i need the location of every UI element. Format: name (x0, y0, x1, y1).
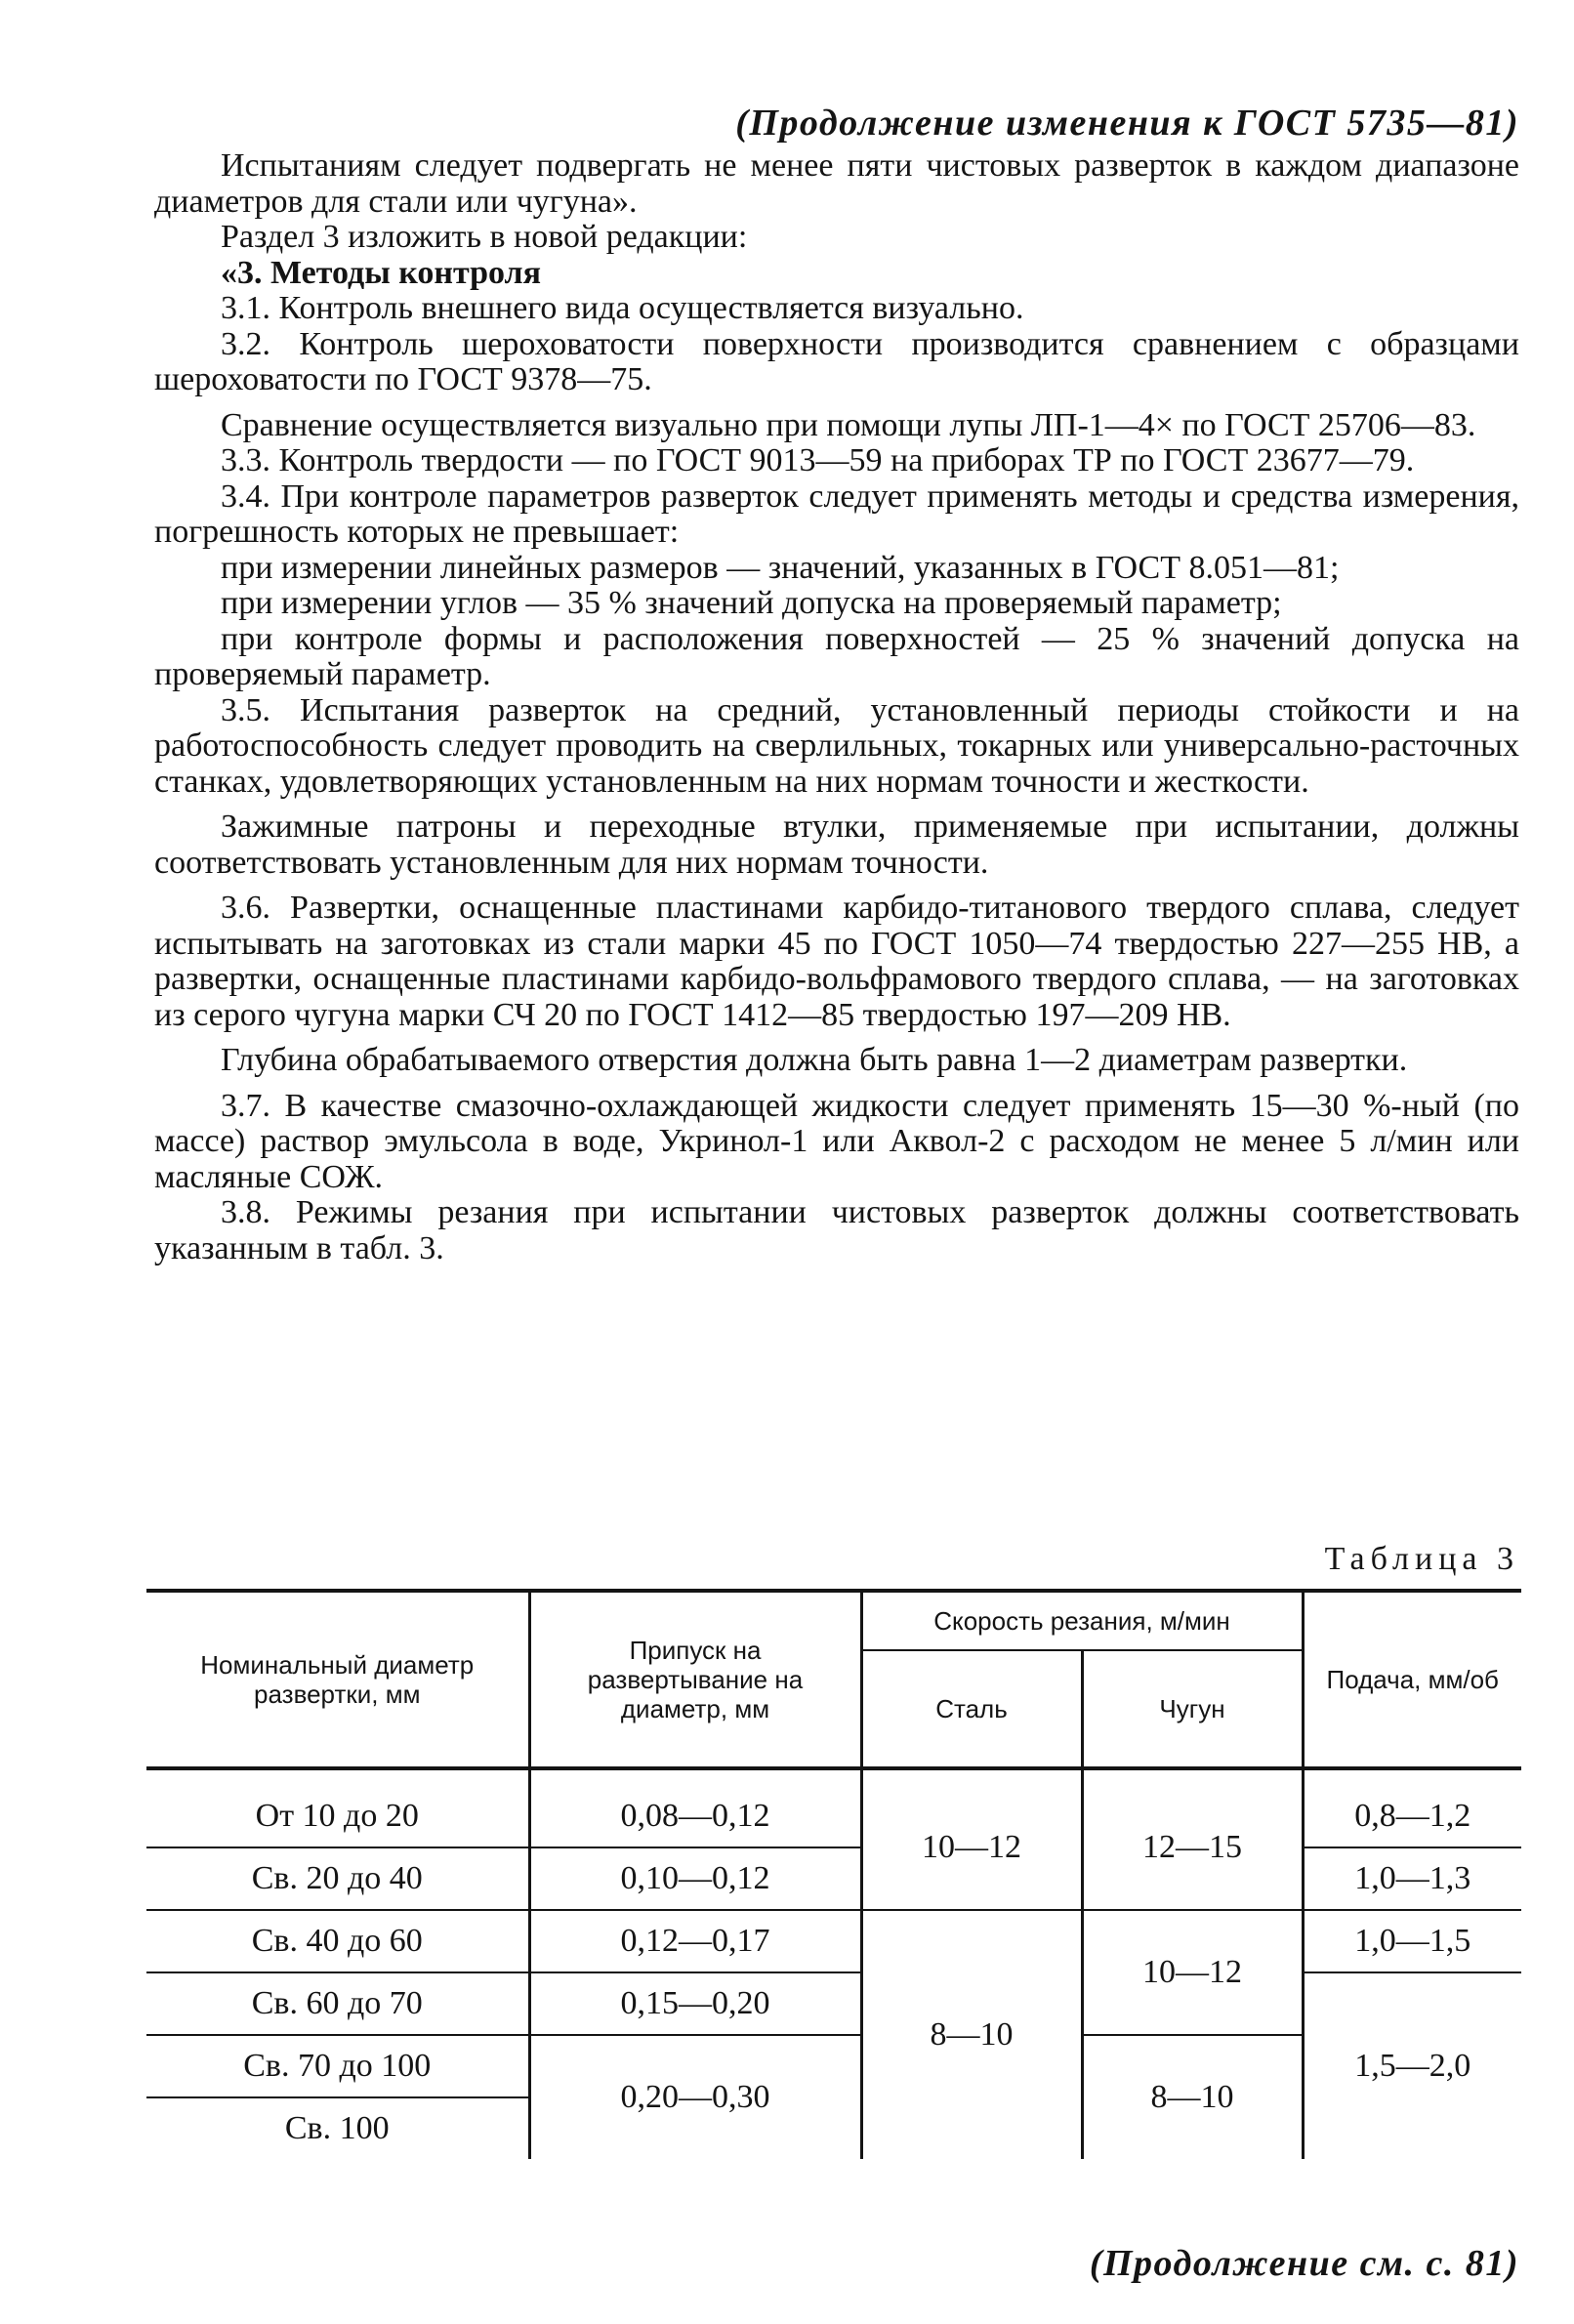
paragraph: Глубина обрабатываемого отверстия должна быть равна 1—2 диаметрам развертки. (221, 1042, 1408, 1078)
feed-cell: 1,0—1,5 (1303, 1910, 1521, 1972)
feed-cell: 0,8—1,2 (1303, 1768, 1521, 1847)
diameter-cell: Св. 40 до 60 (146, 1910, 529, 1972)
section-heading: «3. Методы контроля (221, 254, 542, 291)
allowance-cell: 0,10—0,12 (529, 1847, 861, 1910)
allowance-cell: 0,08—0,12 (529, 1768, 861, 1847)
paragraph: Зажимные патроны и переходные втулки, применяемые при испытании, должны соответствовать установленным для них нормам точности. (154, 809, 1519, 881)
header-iron: Чугун (1082, 1650, 1303, 1768)
paragraph: 3.2. Контроль шероховатости поверхности производится сравнением с образцами шероховатости по ГОСТ 9378—75. (154, 325, 1519, 397)
header-allowance: Припуск на развертывание на диаметр, мм (529, 1591, 861, 1768)
paragraph: при измерении углов — 35 % значений допуска на проверяемый параметр; (221, 585, 1282, 621)
iron-speed-cell: 12—15 (1082, 1768, 1303, 1910)
diameter-cell: Св. 60 до 70 (146, 1972, 529, 2035)
continuation-header: (Продолжение изменения к ГОСТ 5735—81) (735, 103, 1519, 144)
iron-speed-cell: 8—10 (1082, 2035, 1303, 2159)
cutting-modes-table (146, 1589, 1521, 2159)
header-feed: Подача, мм/об (1303, 1591, 1521, 1768)
diameter-cell: От 10 до 20 (146, 1768, 529, 1847)
paragraph: при измерении линейных размеров — значений, указанных в ГОСТ 8.051—81; (221, 549, 1340, 586)
header-speed: Скорость резания, м/мин (861, 1591, 1303, 1650)
steel-speed-cell: 10—12 (861, 1768, 1082, 1910)
header-diameter: Номинальный диаметр развертки, мм (200, 1650, 475, 1709)
paragraph: 3.7. В качестве смазочно-охлаждающей жидкости следует применять 15—30 %-ный (по массе) раствор эмульсола в воде, Укринол-1 или Аквол-2 с расходом не менее 5 л/мин или масляные СОЖ. (154, 1087, 1519, 1195)
iron-speed-cell: 10—12 (1082, 1910, 1303, 2035)
table-row (146, 1972, 1521, 2035)
steel-speed-cell: 8—10 (861, 1910, 1082, 2159)
allowance-cell: 0,12—0,17 (529, 1910, 861, 1972)
header-steel: Сталь (861, 1650, 1082, 1768)
paragraph: 3.3. Контроль твердости — по ГОСТ 9013—59 на приборах ТР по ГОСТ 23677—79. (221, 442, 1415, 478)
paragraph: Раздел 3 изложить в новой редакции: (221, 219, 748, 255)
feed-cell: 1,0—1,3 (1303, 1847, 1521, 1910)
paragraph: 3.5. Испытания разверток на средний, установленный периоды стойкости и на работоспособность следует проводить на сверлильных, токарных или универсально-расточных станках, удовлетворяющих установленным на них нормам точности и жесткости. (154, 691, 1519, 800)
diameter-cell: Св. 20 до 40 (146, 1847, 529, 1910)
diameter-cell: Св. 70 до 100 (146, 2035, 529, 2097)
allowance-cell: 0,15—0,20 (529, 1972, 861, 2035)
diameter-cell: Св. 100 (284, 2110, 390, 2146)
table-row (146, 1910, 1521, 1972)
paragraph: при контроле формы и расположения поверхностей — 25 % значений допуска на проверяемый параметр. (154, 620, 1519, 692)
paragraph: Сравнение осуществляется визуально при помощи лупы ЛП-1—4× по ГОСТ 25706—83. (221, 406, 1476, 443)
table-row (146, 1768, 1521, 1847)
paragraph: Испытаниям следует подвергать не менее пяти чистовых разверток в каждом диапазоне диаметров для стали или чугуна». (154, 147, 1519, 220)
body-text (154, 148, 1519, 1266)
table-caption: Таблица 3 (1324, 1541, 1519, 1577)
continuation-footer: (Продолжение см. с. 81) (1089, 2243, 1519, 2284)
allowance-cell: 0,20—0,30 (529, 2035, 861, 2159)
feed-cell: 1,5—2,0 (1303, 1972, 1521, 2159)
paragraph: 3.1. Контроль внешнего вида осуществляется визуально. (221, 290, 1024, 326)
table-row (146, 1847, 1521, 1910)
paragraph: 3.8. Режимы резания при испытании чистовых разверток должны соответствовать указанным в табл. 3. (154, 1194, 1519, 1266)
paragraph: 3.4. При контроле параметров разверток следует применять методы и средства измерения, погрешность которых не превышает: (154, 477, 1519, 550)
paragraph: 3.6. Развертки, оснащенные пластинами карбидо-титанового твердого сплава, следует испытывать на заготовках из стали марки 45 по ГОСТ 1050—74 твердостью 227—255 НВ, а развертки, оснащенные пластинами карбидо-вольфрамового твердого сплава, — на заготовках из серого чугуна марки СЧ 20 по ГОСТ 1412—85 твердостью 197—209 НВ. (154, 890, 1519, 1033)
